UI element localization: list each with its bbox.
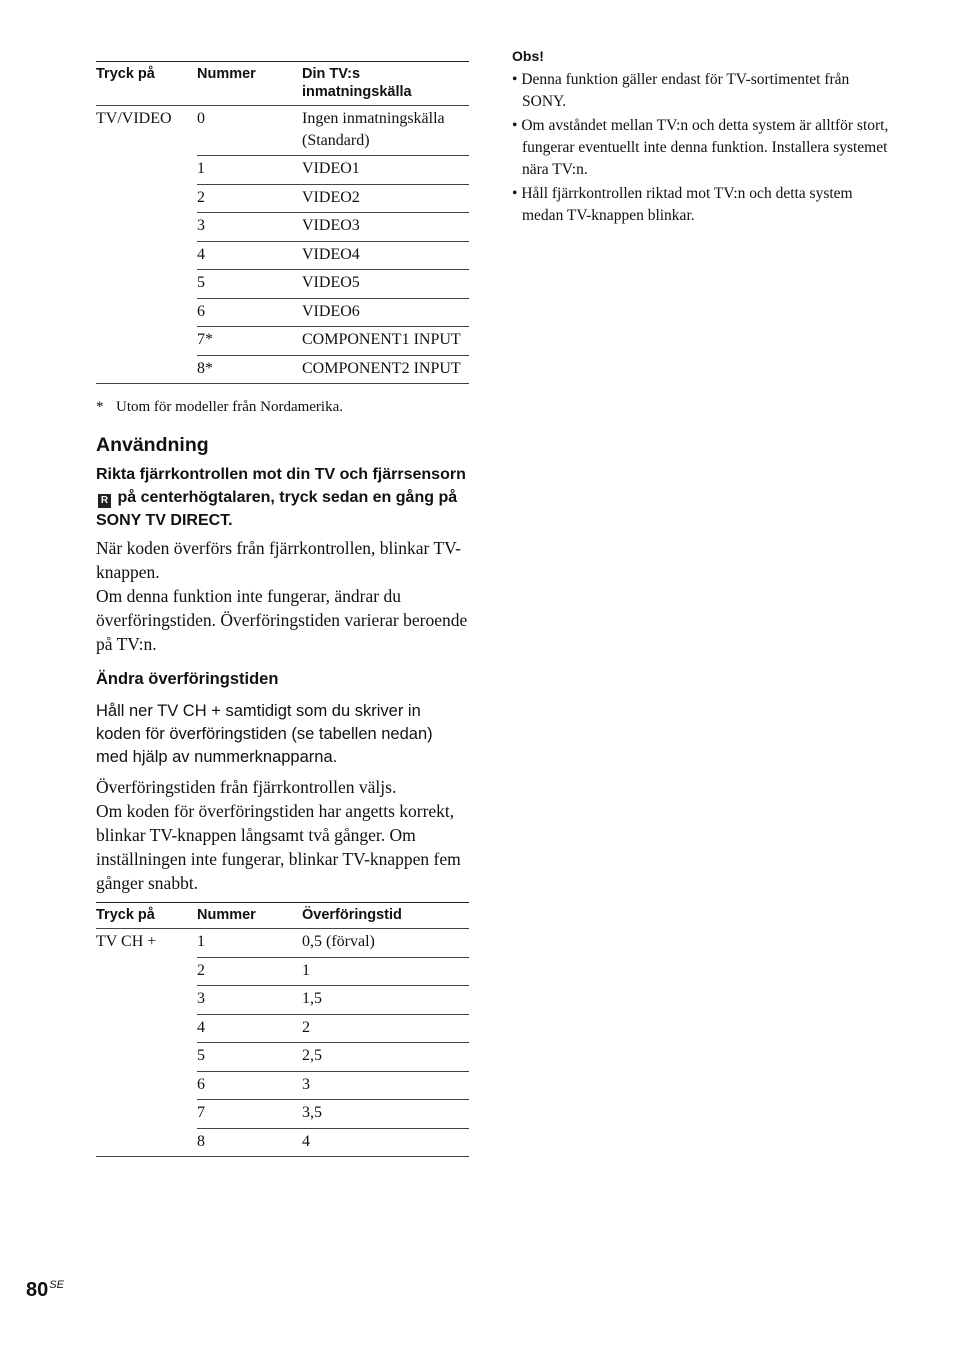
section-title-usage: Användning bbox=[96, 434, 209, 456]
table-cell bbox=[96, 355, 197, 384]
usage-paragraph-2: Om denna funktion inte fungerar, ändrar du överföringstiden. Överföringstiden varierar beroende på TV:n. bbox=[96, 586, 468, 654]
table-cell: VIDEO5 bbox=[302, 270, 469, 299]
right-column bbox=[512, 46, 892, 229]
table-cell: 6 bbox=[197, 298, 302, 327]
table-cell: 1 bbox=[197, 929, 302, 958]
table-cell bbox=[96, 213, 197, 242]
table-cell bbox=[96, 1014, 197, 1043]
table-cell: VIDEO2 bbox=[302, 184, 469, 213]
table-cell bbox=[96, 184, 197, 213]
column-header: Nummer bbox=[197, 903, 302, 929]
table-cell bbox=[96, 241, 197, 270]
table-cell bbox=[96, 1043, 197, 1072]
table-cell bbox=[96, 156, 197, 185]
table-row bbox=[96, 270, 469, 299]
table-cell: VIDEO4 bbox=[302, 241, 469, 270]
table-cell bbox=[96, 1128, 197, 1157]
footnote-mark: * bbox=[96, 399, 104, 415]
table-cell bbox=[96, 957, 197, 986]
usage-step-part1: Rikta fjärrkontrollen mot din TV och fjärrsensorn bbox=[96, 466, 466, 483]
table-cell: 7* bbox=[197, 327, 302, 356]
table-row bbox=[96, 986, 469, 1015]
table-cell: 8* bbox=[197, 355, 302, 384]
usage-step-part2: på centerhögtalaren, tryck sedan en gång på SONY TV DIRECT. bbox=[96, 489, 458, 529]
table-cell: 3,5 bbox=[302, 1100, 469, 1129]
table-cell: 7 bbox=[197, 1100, 302, 1129]
table-cell: COMPONENT1 INPUT bbox=[302, 327, 469, 356]
table-cell: 8 bbox=[197, 1128, 302, 1157]
table-cell: 3 bbox=[197, 986, 302, 1015]
note-text: Om avståndet mellan TV:n och detta system är alltför stort, fungerar eventuellt inte denna funktion. Installera systemet nära TV:n. bbox=[521, 117, 889, 178]
table-cell: 2,5 bbox=[302, 1043, 469, 1072]
notes-list bbox=[512, 69, 892, 227]
usage-step bbox=[96, 463, 469, 532]
table-row bbox=[96, 1100, 469, 1129]
table-cell: Ingen inmatningskälla (Standard) bbox=[302, 106, 469, 156]
column-header: Överföringstid bbox=[302, 903, 469, 929]
table-row bbox=[96, 929, 469, 958]
change-paragraph-2: Om koden för överföringstiden har angetts korrekt, blinkar TV-knappen långsamt två gånger. Om inställningen inte fungerar, blinkar TV-knappen fem gånger snabbt. bbox=[96, 801, 461, 893]
table-row bbox=[96, 156, 469, 185]
table-row bbox=[96, 298, 469, 327]
transfer-time-table bbox=[96, 902, 469, 1157]
table-row bbox=[96, 1128, 469, 1157]
change-paragraph-1: Överföringstiden från fjärrkontrollen väljs. bbox=[96, 777, 397, 797]
table-row bbox=[96, 241, 469, 270]
change-instruction: Håll ner TV CH + samtidigt som du skriver in koden för överföringstiden (se tabellen nedan) med hjälp av nummerknapparna. bbox=[96, 702, 433, 766]
column-header: Din TV:s inmatningskälla bbox=[302, 62, 469, 106]
table-cell: 4 bbox=[302, 1128, 469, 1157]
table-row bbox=[96, 1014, 469, 1043]
table-cell bbox=[96, 986, 197, 1015]
table-row bbox=[96, 213, 469, 242]
table-cell: 3 bbox=[197, 213, 302, 242]
table-cell: 2 bbox=[197, 184, 302, 213]
table-cell: VIDEO1 bbox=[302, 156, 469, 185]
table-cell bbox=[96, 1071, 197, 1100]
footnote-text: Utom för modeller från Nordamerika. bbox=[116, 399, 343, 415]
page-number-suffix: SE bbox=[49, 1279, 64, 1291]
table-row bbox=[96, 1071, 469, 1100]
list-item: • Håll fjärrkontrollen riktad mot TV:n och detta system medan TV-knappen blinkar. bbox=[512, 185, 853, 224]
table-cell bbox=[96, 327, 197, 356]
input-source-table bbox=[96, 61, 469, 384]
table-row bbox=[96, 106, 469, 156]
remote-sensor-icon: R bbox=[98, 494, 111, 508]
table-cell: 6 bbox=[197, 1071, 302, 1100]
table-row bbox=[96, 957, 469, 986]
table-cell bbox=[96, 1100, 197, 1129]
table-header-row bbox=[96, 903, 469, 929]
table-cell: VIDEO6 bbox=[302, 298, 469, 327]
table-cell: 0 bbox=[197, 106, 302, 156]
table-cell: TV CH + bbox=[96, 933, 157, 950]
left-column bbox=[96, 61, 469, 1157]
table-cell: 3 bbox=[302, 1071, 469, 1100]
table-cell: COMPONENT2 INPUT bbox=[302, 355, 469, 384]
usage-paragraph-1: När koden överförs från fjärrkontrollen, blinkar TV-knappen. bbox=[96, 538, 461, 582]
list-item: • Denna funktion gäller endast för TV-sortimentet från SONY. bbox=[512, 71, 850, 110]
page-number-value: 80 bbox=[26, 1279, 49, 1301]
table-cell: 1 bbox=[197, 156, 302, 185]
table-row bbox=[96, 327, 469, 356]
table-cell: 2 bbox=[197, 957, 302, 986]
column-header: Tryck på bbox=[96, 62, 197, 106]
table-row bbox=[96, 184, 469, 213]
list-item: • Om avståndet mellan TV:n och detta system är alltför stort, fungerar eventuellt inte denna funktion. Installera systemet nära TV:n. bbox=[512, 117, 889, 178]
table-cell: TV/VIDEO bbox=[96, 110, 172, 127]
table-cell: 5 bbox=[197, 1043, 302, 1072]
table-cell: 4 bbox=[197, 241, 302, 270]
column-header: Nummer bbox=[197, 62, 302, 106]
table-cell: 5 bbox=[197, 270, 302, 299]
table-cell bbox=[96, 298, 197, 327]
notes-title: Obs! bbox=[512, 48, 544, 64]
table-header-row bbox=[96, 62, 469, 106]
table-cell: 0,5 (förval) bbox=[302, 929, 469, 958]
table-cell: 4 bbox=[197, 1014, 302, 1043]
table-cell: 1 bbox=[302, 957, 469, 986]
table-cell: VIDEO3 bbox=[302, 213, 469, 242]
subsection-title-change: Ändra överföringstiden bbox=[96, 670, 279, 688]
table-row bbox=[96, 1043, 469, 1072]
note-text: Håll fjärrkontrollen riktad mot TV:n och detta system medan TV-knappen blinkar. bbox=[521, 185, 853, 224]
column-header: Tryck på bbox=[96, 903, 197, 929]
table-row bbox=[96, 355, 469, 384]
table-cell: 2 bbox=[302, 1014, 469, 1043]
table-cell: 1,5 bbox=[302, 986, 469, 1015]
table-cell bbox=[96, 270, 197, 299]
table-footnote bbox=[96, 398, 469, 416]
note-text: Denna funktion gäller endast för TV-sortimentet från SONY. bbox=[521, 71, 850, 110]
page-number bbox=[26, 1279, 64, 1302]
